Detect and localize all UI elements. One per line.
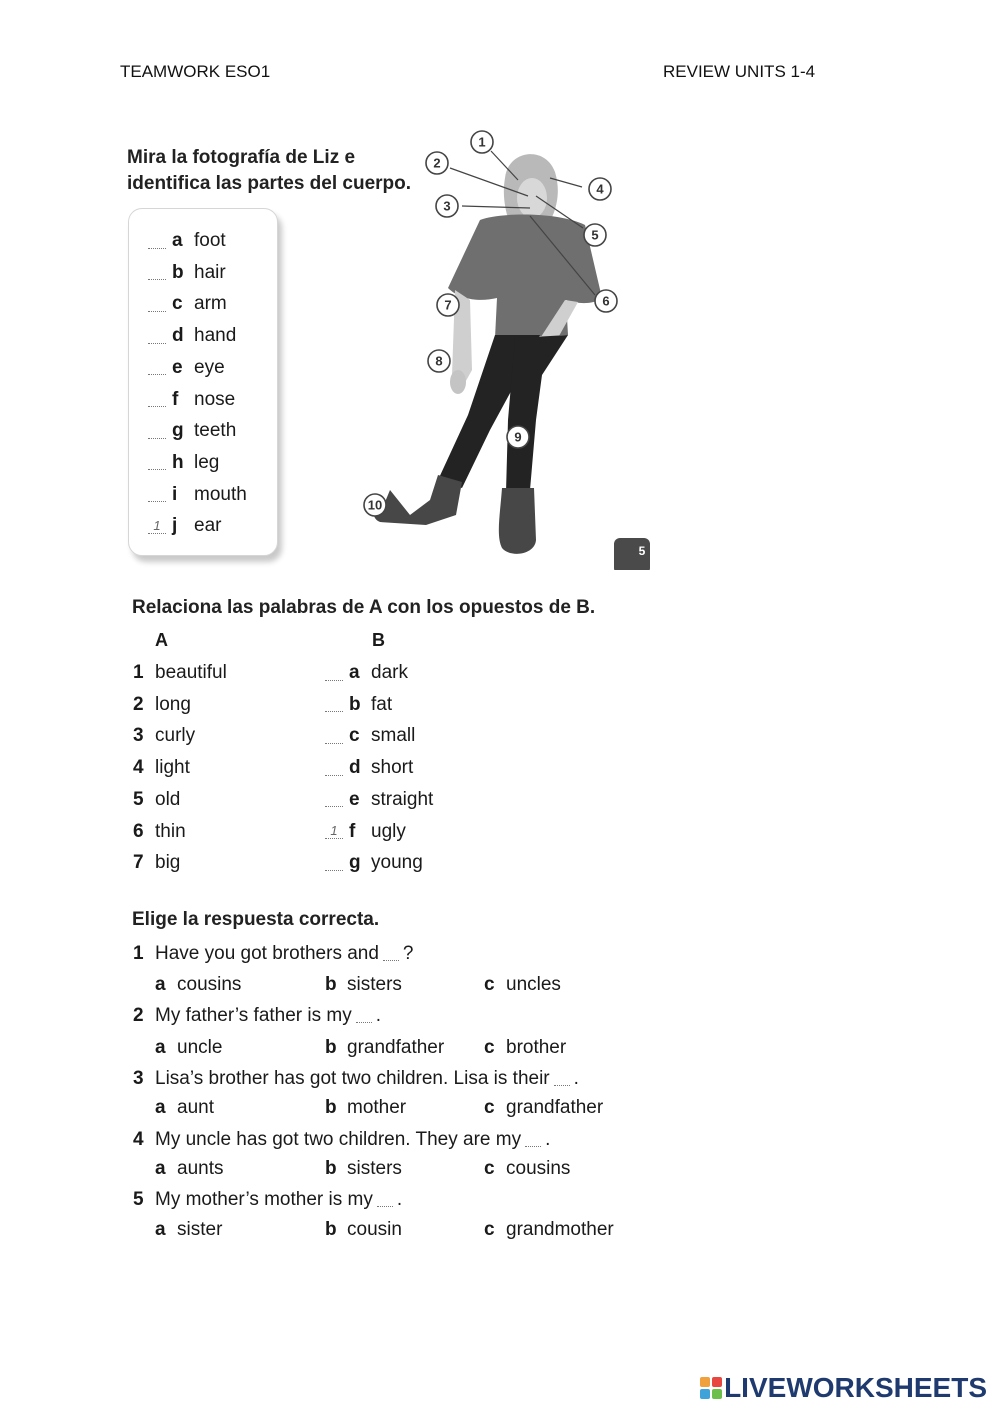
answer-blank[interactable] <box>148 424 166 439</box>
answer-blank[interactable] <box>148 329 166 344</box>
question-text: My mother’s mother is my <box>155 1189 373 1210</box>
item-letter: e <box>349 788 360 810</box>
vocab-letter: e <box>172 356 183 378</box>
item-letter: d <box>349 757 361 779</box>
column-a-heading: A <box>155 630 168 650</box>
left-boot-shape <box>374 475 462 525</box>
logo-text: LIVEWORKSHEETS <box>724 1372 987 1403</box>
answer-blank[interactable] <box>325 729 343 744</box>
item-number: 6 <box>133 820 144 842</box>
callout-number: 3 <box>443 198 451 214</box>
ex1-title-line2: identifica las partes del cuerpo. <box>127 173 412 194</box>
item-word: dark <box>371 662 408 683</box>
item-word: straight <box>371 788 434 810</box>
callout-number: 2 <box>433 155 441 171</box>
option-text: aunts <box>177 1158 224 1179</box>
callout-number: 9 <box>514 429 522 445</box>
ex1-title-line1: Mira la fotografía de Liz e <box>127 147 356 168</box>
column-b-item <box>325 753 413 783</box>
column-b-item <box>325 848 423 878</box>
vocab-letter: g <box>172 420 184 442</box>
vocab-item <box>148 448 219 478</box>
option-c[interactable] <box>484 1094 603 1122</box>
vocab-item <box>148 480 247 510</box>
question-blank[interactable] <box>383 948 399 961</box>
item-number: 5 <box>133 788 144 810</box>
answer-blank[interactable] <box>148 265 166 280</box>
vocab-item <box>148 226 226 256</box>
column-b-item <box>325 817 406 847</box>
option-a[interactable] <box>155 971 241 999</box>
option-letter: b <box>325 1097 337 1118</box>
answer-blank[interactable] <box>148 487 166 502</box>
answer-blank[interactable] <box>325 856 343 871</box>
callout-number: 10 <box>367 497 383 513</box>
option-text: mother <box>347 1097 407 1118</box>
column-b-heading: B <box>372 630 385 650</box>
item-number: 2 <box>133 693 144 715</box>
vocab-word: foot <box>194 230 226 251</box>
liveworksheets-logo <box>700 1370 987 1406</box>
option-c[interactable] <box>484 1034 566 1062</box>
item-word: light <box>155 757 190 779</box>
answer-blank[interactable] <box>325 666 343 681</box>
option-letter: b <box>325 1037 337 1058</box>
option-letter: c <box>484 1037 495 1058</box>
vocab-item <box>148 321 236 351</box>
item-letter: f <box>349 820 356 842</box>
question-text: My father’s father is my <box>155 1005 352 1026</box>
vocab-word: nose <box>194 388 236 410</box>
vocab-letter: d <box>172 325 184 347</box>
question-end: . <box>396 1189 403 1210</box>
item-letter: c <box>349 725 360 747</box>
column-b-item <box>325 658 408 688</box>
question <box>133 1126 550 1154</box>
vocab-word: arm <box>194 293 227 315</box>
answer-blank[interactable] <box>325 792 343 807</box>
option-letter: a <box>155 1219 166 1240</box>
option-b[interactable] <box>325 1155 402 1183</box>
ex2-title: Relaciona las palabras de A con los opuestos de B. <box>132 597 596 618</box>
vocab-word: mouth <box>194 483 247 505</box>
option-text: grandmother <box>506 1219 614 1240</box>
right-leg-shape <box>506 335 568 492</box>
vocab-letter: h <box>172 451 184 473</box>
question-number: 1 <box>133 943 144 964</box>
vocab-word: teeth <box>194 420 237 442</box>
callout-number: 8 <box>435 353 443 369</box>
item-letter: b <box>349 693 361 715</box>
option-letter: a <box>155 1158 166 1179</box>
option-a[interactable] <box>155 1094 214 1122</box>
question-end: . <box>375 1005 382 1026</box>
vocab-word: ear <box>194 515 222 537</box>
header-left: TEAMWORK ESO1 <box>120 62 271 81</box>
question-number: 3 <box>133 1068 144 1089</box>
vocab-letter: b <box>172 261 184 283</box>
option-letter: c <box>484 1097 495 1118</box>
question <box>133 940 414 968</box>
question-blank[interactable] <box>356 1010 372 1023</box>
vocab-word: eye <box>194 356 225 378</box>
answer-blank[interactable] <box>148 360 166 375</box>
option-letter: a <box>155 974 166 995</box>
question-end: ? <box>402 943 414 964</box>
callout-number: 4 <box>596 181 604 197</box>
question-end: . <box>573 1068 579 1089</box>
question-end: . <box>545 1129 551 1150</box>
item-word: curly <box>155 725 196 747</box>
answer-blank[interactable] <box>148 234 166 249</box>
item-letter: a <box>349 662 360 683</box>
vocab-letter: j <box>172 515 178 537</box>
item-word: long <box>155 693 191 715</box>
option-letter: b <box>325 1158 337 1179</box>
answer-blank[interactable] <box>148 455 166 470</box>
right-boot-shape <box>499 488 536 554</box>
question <box>133 1186 402 1214</box>
option-text: grandfather <box>347 1037 445 1058</box>
option-text: cousins <box>506 1158 571 1179</box>
option-letter: c <box>484 1158 495 1179</box>
answer-blank[interactable] <box>325 697 343 712</box>
option-c[interactable] <box>484 1216 614 1244</box>
callout-group <box>364 131 617 516</box>
left-hand-shape <box>450 370 466 394</box>
option-text: brother <box>506 1037 567 1058</box>
page-tab-label: 5 <box>638 544 646 558</box>
column-a-item <box>133 690 191 720</box>
question <box>133 1002 381 1030</box>
column-b-item <box>325 721 415 751</box>
option-text: sister <box>177 1219 223 1240</box>
option-a[interactable] <box>155 1155 223 1183</box>
option-b[interactable] <box>325 1034 444 1062</box>
column-a-item <box>133 848 180 878</box>
column-b-item <box>325 785 433 815</box>
item-word: thin <box>155 820 186 842</box>
option-letter: b <box>325 1219 337 1240</box>
column-a-item <box>133 658 227 688</box>
vocab-item <box>148 353 225 383</box>
question-text: Lisa’s brother has got two children. Lisa is their <box>155 1068 550 1089</box>
item-word: beautiful <box>155 662 227 683</box>
item-word: old <box>155 788 181 810</box>
answer-blank[interactable] <box>148 297 166 312</box>
option-c[interactable] <box>484 971 561 999</box>
item-number: 7 <box>133 852 144 874</box>
vocab-item <box>148 511 221 541</box>
option-a[interactable] <box>155 1216 222 1244</box>
question-number: 2 <box>133 1005 144 1026</box>
option-letter: a <box>155 1097 166 1118</box>
vocab-letter: i <box>172 483 178 505</box>
vocab-word: hair <box>194 261 226 283</box>
vocab-item <box>148 289 227 319</box>
option-text: sisters <box>347 1158 402 1179</box>
item-number: 3 <box>133 725 144 747</box>
ex3-title: Elige la respuesta correcta. <box>132 909 380 930</box>
vocab-word: leg <box>194 451 220 473</box>
answer-blank[interactable] <box>148 392 166 407</box>
question-blank[interactable] <box>525 1134 541 1147</box>
item-word: short <box>371 757 414 779</box>
item-word: young <box>371 852 423 874</box>
item-word: small <box>371 725 416 747</box>
option-b[interactable] <box>325 1216 402 1244</box>
answer-blank[interactable]: 1 <box>325 824 343 839</box>
option-letter: c <box>484 1219 495 1240</box>
callout-number: 7 <box>444 297 452 313</box>
option-text: aunt <box>177 1097 214 1118</box>
vocab-item <box>148 416 236 446</box>
vocab-letter: a <box>172 230 183 251</box>
question-blank[interactable] <box>377 1194 393 1207</box>
vocab-item <box>148 385 235 415</box>
column-a-item <box>133 721 195 751</box>
item-word: fat <box>371 693 393 715</box>
option-c[interactable] <box>484 1155 570 1183</box>
item-number: 4 <box>133 757 144 779</box>
option-letter: c <box>484 974 495 995</box>
question-text: My uncle has got two children. They are my <box>155 1129 522 1150</box>
option-letter: a <box>155 1037 166 1058</box>
face-shape <box>517 178 547 218</box>
liz-photo <box>330 120 650 570</box>
item-word: big <box>155 852 181 874</box>
option-text: cousins <box>177 974 242 995</box>
logo-squares-icon <box>700 1377 722 1399</box>
option-text: uncles <box>506 974 561 995</box>
question-text: Have you got brothers and <box>155 943 379 964</box>
option-text: cousin <box>347 1219 402 1240</box>
vocab-item <box>148 258 226 288</box>
option-letter: b <box>325 974 337 995</box>
item-number: 1 <box>133 662 144 683</box>
option-b[interactable] <box>325 971 402 999</box>
option-b[interactable] <box>325 1094 406 1122</box>
question <box>133 1065 579 1093</box>
answer-blank[interactable]: 1 <box>148 519 166 534</box>
vocab-letter: c <box>172 293 183 315</box>
option-text: uncle <box>177 1037 223 1058</box>
callout-number: 6 <box>602 293 610 309</box>
answer-blank[interactable] <box>325 761 343 776</box>
question-number: 4 <box>133 1129 144 1150</box>
option-a[interactable] <box>155 1034 222 1062</box>
vocab-letter: f <box>172 388 179 410</box>
column-a-item <box>133 817 186 847</box>
item-word: ugly <box>371 820 406 842</box>
header-right: REVIEW UNITS 1-4 <box>663 62 816 81</box>
column-b-item <box>325 690 392 720</box>
question-number: 5 <box>133 1189 144 1210</box>
callout-number: 1 <box>478 134 486 150</box>
column-a-item <box>133 753 190 783</box>
item-letter: g <box>349 852 361 874</box>
option-text: sisters <box>347 974 402 995</box>
option-text: grandfather <box>506 1097 604 1118</box>
column-a-item <box>133 785 180 815</box>
vocab-word: hand <box>194 325 237 347</box>
question-blank[interactable] <box>554 1073 570 1086</box>
callout-number: 5 <box>591 227 599 243</box>
